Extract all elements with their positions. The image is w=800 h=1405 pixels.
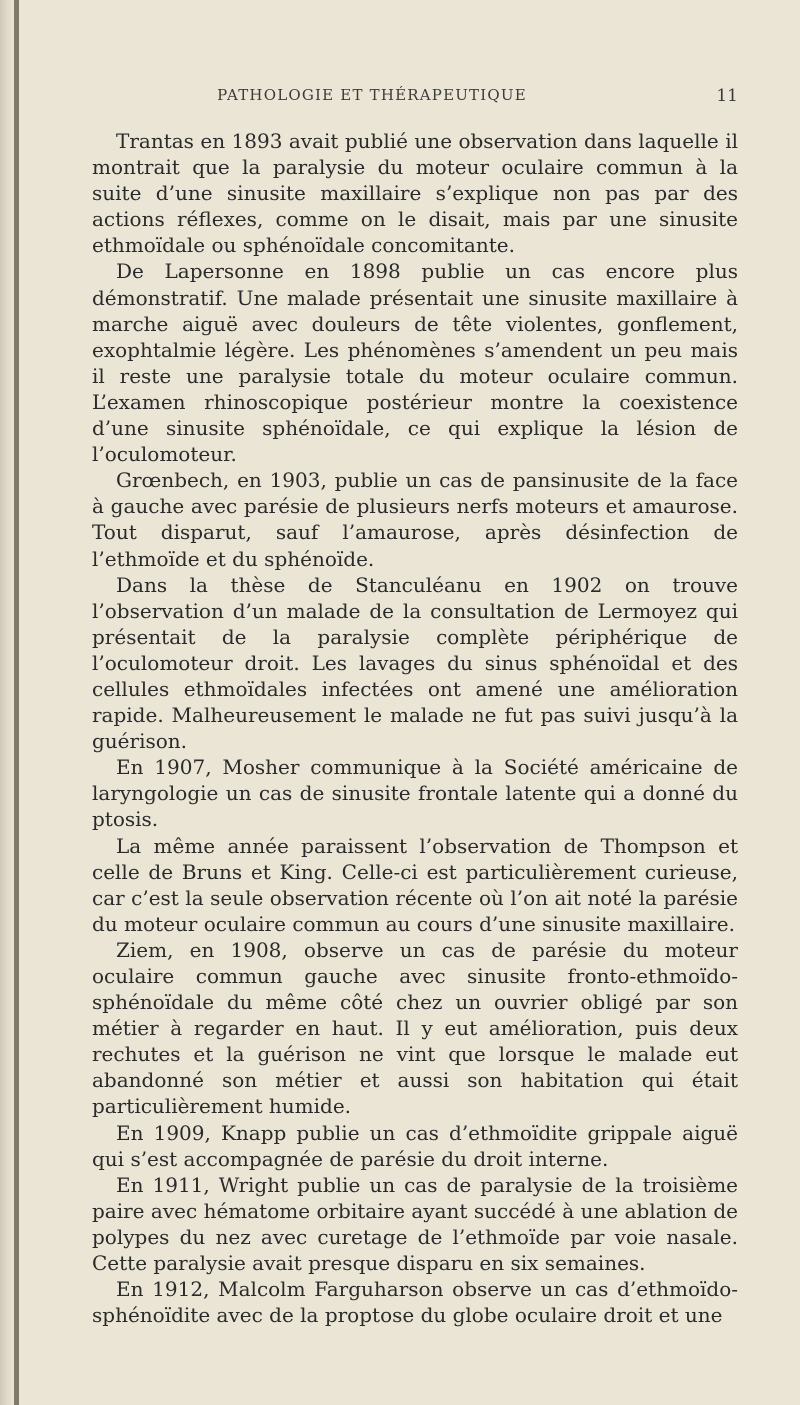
paragraph-wright: En 1911, Wright publie un cas de paralysie de la troisième paire avec hématome orbitaire ayant succédé à une ablation de polypes du nez avec curetage de l’ethmoïde par voie nasale. Cette paralysie avait presque disparu en six semaines. [92, 1172, 738, 1276]
paragraph-lapersonne: De Lapersonne en 1898 publie un cas encore plus démonstratif. Une malade présentait une sinusite maxillaire à marche aiguë avec douleurs de tête violentes, gonflement, exophtalmie légère. Les phénomènes s’amendent un peu mais il reste une paralysie totale du moteur oculaire commun. L’examen rhinoscopique postérieur montre la coexistence d’une sinusite sphénoïdale, ce qui explique la lésion de l’oculomoteur. [92, 259, 738, 467]
page-edge-shadow [0, 0, 14, 1405]
paragraph-trantas: Trantas en 1893 avait publié une observation dans laquelle il montrait que la paralysie du moteur oculaire commun à la suite d’une sinusite maxillaire s’explique non pas par des actions réflexes, comme on le disait, mais par une sinusite ethmoïdale ou sphénoïdale concomitante. [92, 129, 738, 258]
page-number: 11 [716, 86, 738, 106]
paragraph-mosher: En 1907, Mosher communique à la Société américaine de laryngologie un cas de sinusite frontale latente qui a donné du ptosis. [92, 755, 738, 832]
paragraph-knapp: En 1909, Knapp publie un cas d’ethmoïdite grippale aiguë qui s’est accompagnée de parésie du droit interne. [92, 1120, 738, 1171]
paragraph-farguharson: En 1912, Malcolm Farguharson observe un cas d’ethmoïdo-sphénoïdite avec de la proptose du globe oculaire droit et une [92, 1277, 738, 1328]
paragraph-thompson-bruns-king: La même année paraissent l’observation de Thompson et celle de Bruns et King. Celle-ci est particulièrement curieuse, car c’est la seule observation récente où l’on ait noté la parésie du moteur oculaire commun au cours d’une sinusite maxillaire. [92, 833, 738, 936]
running-head [92, 86, 738, 106]
body-text [92, 128, 738, 1328]
paragraph-stanculeanu: Dans la thèse de Stanculéanu en 1902 on trouve l’observation d’un malade de la consultation de Lermoyez qui présentait de la paralysie complète périphérique de l’oculomoteur droit. Les lavages du sinus sphénoïdal et des cellules ethmoïdales infectées ont amené une amélioration rapide. Malheureusement le malade ne fut pas suivi jusqu’à la guérison. [92, 572, 738, 754]
paragraph-ziem: Ziem, en 1908, observe un cas de parésie du moteur oculaire commun gauche avec sinusite fronto-ethmoïdo-sphénoïdale du même côté chez un ouvrier obligé par son métier à regarder en haut. Il y eut amélioration, puis deux rechutes et la guérison ne vint que lorsque le malade eut abandonné son métier et aussi son habitation qui était particulièrement humide. [92, 937, 738, 1119]
binding-gutter [14, 0, 19, 1405]
paragraph-groenbech: Grœnbech, en 1903, publie un cas de pansinusite de la face à gauche avec parésie de plusieurs nerfs moteurs et amaurose. Tout disparut, sauf l’amaurose, après désinfection de l’ethmoïde et du sphénoïde. [92, 468, 738, 571]
running-head-title: PATHOLOGIE ET THÉRAPEUTIQUE [217, 86, 527, 104]
